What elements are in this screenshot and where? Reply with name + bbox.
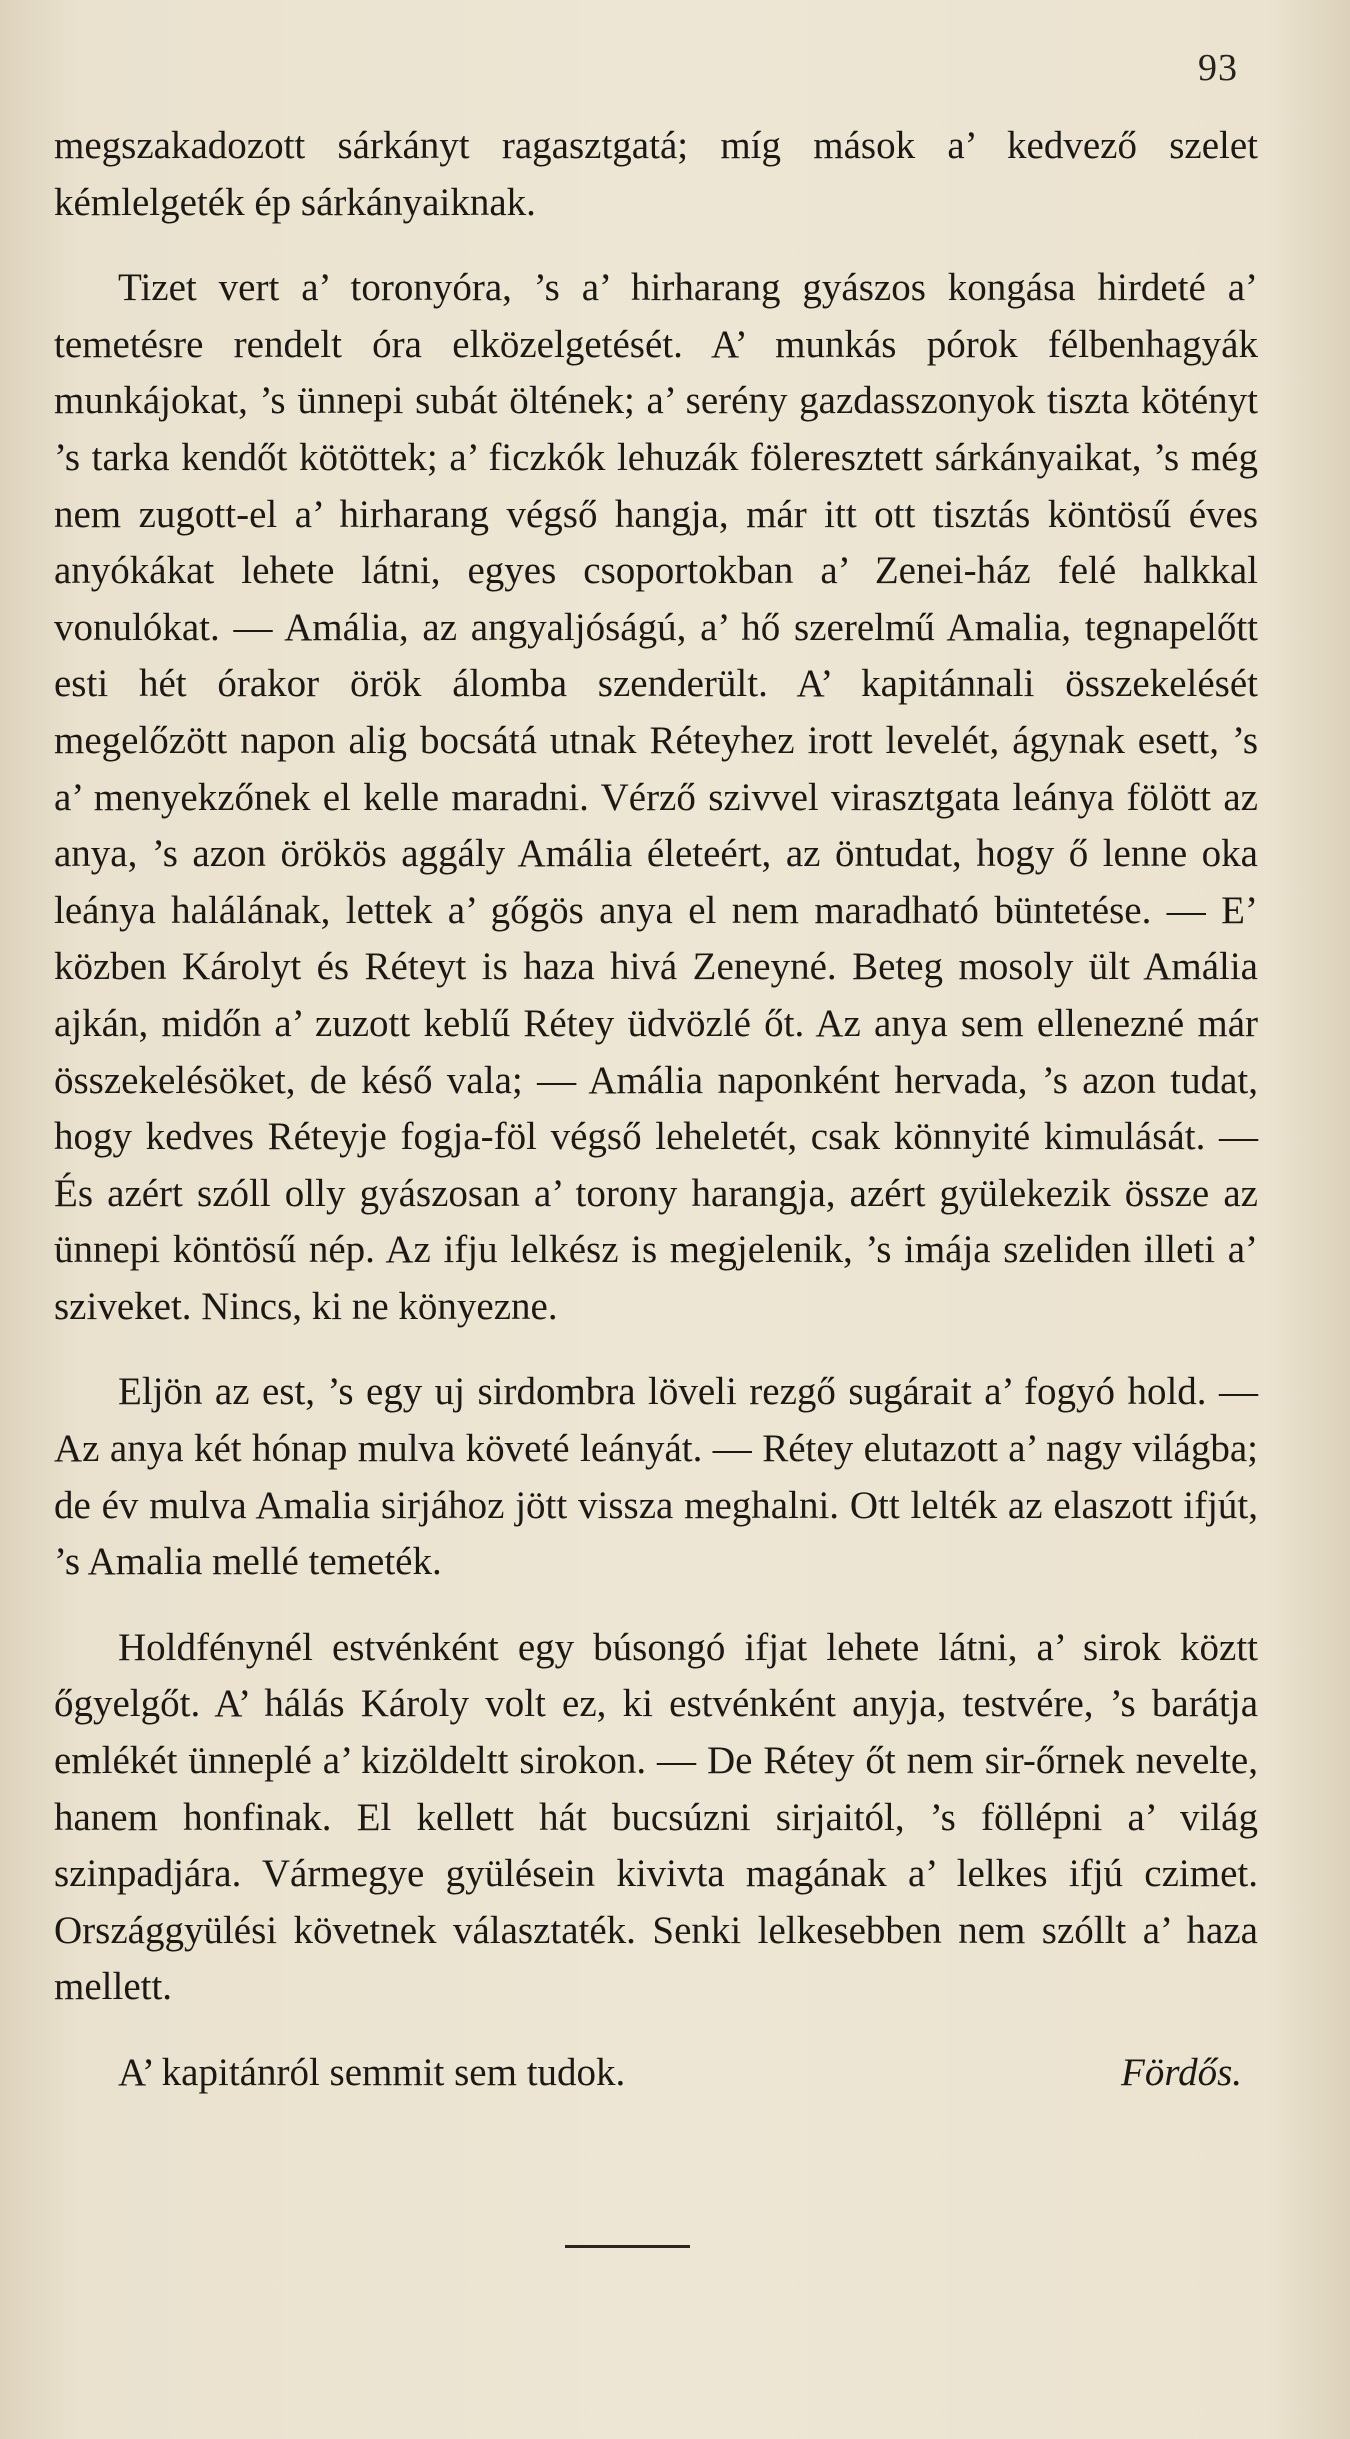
paragraph-continuation: megszakadozott sárkányt ragasztgatá; míg mások a’ kedvező szelet kémlelgeték ép sárkányaiknak. [54, 124, 1258, 224]
page-number: 93 [1198, 47, 1238, 89]
paragraph-funeral: Tizet vert a’ toronyóra, ’s a’ hirharang gyászos kongása hirdeté a’ temetésre rendelt óra elközelgetését. A’ munkás pórok félbenhagyák munkájokat, ’s ünnepi subát öltének; a’ serény gazdasszonyok tiszta kötényt ’s tarka kendőt kötöttek; a’ ficzkók lehuzák föleresztett sárkányaikat, ’s még nem zugott-el a’ hirharang végső hangja, már itt ott tisztás köntösű éves anyókákat lehete látni, egyes csoportokban a’ Zenei-ház felé halkkal vonulókat. — Amália, az angyaljóságú, a’ hő szerelmű Amalia, tegnapelőtt esti hét órakor örök álomba szenderült. A’ kapitánnali összekelését megelőzött napon alig bocsátá utnak Réteyhez irott levelét, ágynak esett, ’s a’ menyekzőnek el kelle maradni. Vérző szivvel virasztgata leánya fölött az anya, ’s azon örökös aggály Amália életeért, az öntudat, hogy ő lenne oka leánya halálának, lettek a’ gőgös anya el nem maradható büntetése. — E’ közben Károlyt és Réteyt is haza hivá Zeneyné. Beteg mosoly ült Amália ajkán, midőn a’ zuzott keblű Rétey üdvözlé őt. Az anya sem ellenezné már összekelésöket, de késő vala; — Amália naponként hervada, ’s azon tudat, hogy kedves Réteyje fogja-föl végső leheletét, csak könnyité kimulását. — És azért szóll olly gyászosan a’ torony harangja, azért gyülekezik össze az ünnepi köntösű nép. Az ifju lelkész is megjelenik, ’s imája szeliden illeti a’ sziveket. Nincs, ki ne könyezne. [54, 266, 1258, 1328]
paragraph-moonlight: Holdfénynél estvénként egy búsongó ifjat lehete látni, a’ sirok köztt őgyelgőt. A’ hálás Károly volt ez, ki estvénként anyja, testvére, ’s barátja emlékét ünneplé a’ kizöldeltt sirokon. — De Rétey őt nem sir-őrnek nevelte, hanem honfinak. El kellett hát bucsúzni sirjaitól, ’s föllépni a’ világ szinpadjára. Vármegye gyülésein kivivta magának a’ lelkes ifjú czimet. Országgyülési követnek választaték. Senki lelkesebben nem szóllt a’ haza mellett. [54, 1625, 1258, 2009]
closing-line [54, 2045, 1258, 2101]
paragraph-gap [54, 1591, 1258, 1620]
author-signature: Fördős. [1121, 2051, 1242, 2094]
paragraph-gap [54, 231, 1258, 260]
paragraph-gap [54, 2016, 1258, 2045]
paragraph-gap [54, 1335, 1258, 1364]
closing-sentence: A’ kapitánról semmit sem tudok. [118, 2051, 626, 2094]
end-rule-divider [565, 2245, 690, 2248]
paragraph-evening: Eljön az est, ’s egy uj sirdombra löveli rezgő sugárait a’ fogyó hold. — Az anya két hónap mulva követé leányát. — Rétey elutazott a’ nagy világba; de év mulva Amalia sirjához jött vissza meghalni. Ott lelték az elaszott ifjút, ’s Amalia mellé temeték. [54, 1370, 1258, 1584]
body-text [54, 118, 1258, 2101]
